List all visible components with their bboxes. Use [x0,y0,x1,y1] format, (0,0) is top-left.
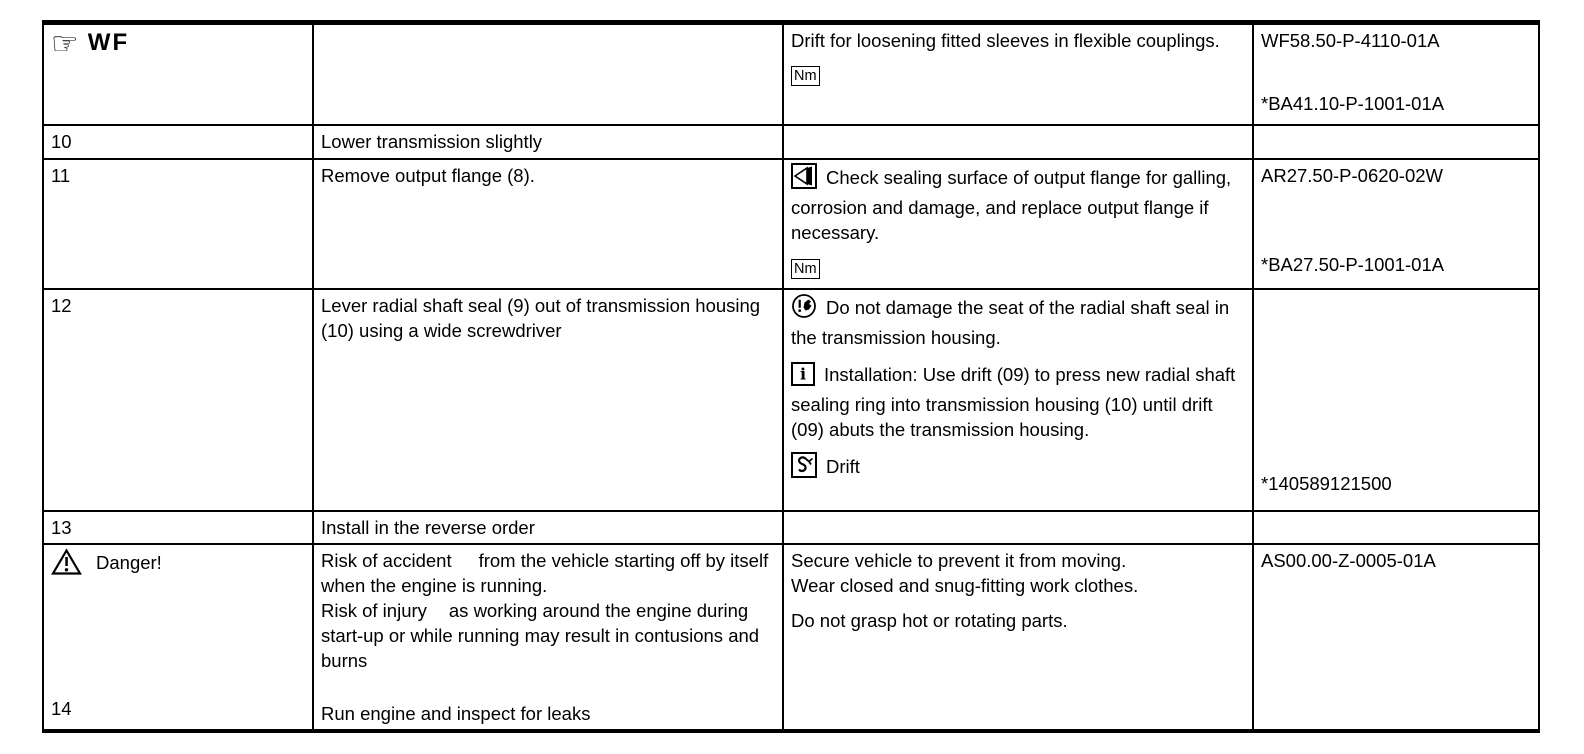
safety-text: Secure vehicle to prevent it from moving. [791,550,1127,571]
cell-wf-empty [314,25,784,126]
risk-text [321,548,775,598]
pointing-hand-icon: ☞ [51,26,79,62]
cell-step13-operation [314,512,784,545]
cell-wf-note [784,25,1254,126]
cell-step13-number [44,512,314,545]
safety-text: Wear closed and snug-fitting work clothes. [791,575,1139,596]
warning-triangle-icon [51,548,82,576]
ref-number: *BA41.10-P-1001-01A [1261,93,1445,114]
safety-text: Do not grasp hot or rotating parts. [791,610,1068,631]
step-number: 13 [51,517,72,538]
cell-step13-notes [784,512,1254,545]
cell-step12-refs [1254,290,1538,512]
risk-accident-label: Risk of accident [321,550,452,571]
operation-text: Lower transmission slightly [321,131,543,152]
step-number: 10 [51,131,72,152]
ref-number: AR27.50-P-0620-02W [1261,165,1444,186]
ref-number: AS00.00-Z-0005-01A [1261,550,1436,571]
risk-injury-label: Risk of injury [321,600,427,621]
wf-title: WF [87,29,130,56]
cell-danger-operation [314,545,784,729]
step-number: 14 [51,698,72,719]
cell-step10-notes [784,126,1254,160]
cell-step12-notes [784,290,1254,512]
installation-label: Installation: [824,364,918,385]
damage-note [791,293,1245,350]
note-text: Drift for loosening fitted sleeves in flexible couplings. [791,30,1220,51]
cell-wf-header [44,25,314,126]
installation-text: Use drift (09) to press new radial shaft sealing ring into transmission housing (10) until drift (09) abuts the transmission housing. [791,364,1236,440]
operation-text: Install in the reverse order [321,517,535,538]
cell-step12-number [44,290,314,512]
note-text: Do not damage the seat of the radial shaft seal in the transmission housing. [791,297,1230,348]
cell-step11-notes [784,160,1254,290]
cell-step13-refs [1254,512,1538,545]
cell-step10-refs [1254,126,1538,160]
cell-step10-operation [314,126,784,160]
cell-step11-operation [314,160,784,290]
damage-warning-icon [791,293,817,325]
tool-text: Drift [826,456,860,477]
step-number: 12 [51,295,72,316]
ref-number: *140589121500 [1261,473,1392,494]
cell-step10-number [44,126,314,160]
operation-text: Lever radial shaft seal (9) out of transmission housing (10) using a wide screwdriver [321,295,761,341]
special-tool-icon [791,452,817,484]
risk-injury-text: as working around the engine during start-up or while running may result in contusions and burns [321,600,760,671]
svg-text:i: i [799,364,807,384]
note-with-icon [791,163,1245,245]
installation-note [791,362,1245,442]
cell-step11-number [44,160,314,290]
visual-check-icon [791,163,817,195]
cell-step11-refs [1254,160,1538,290]
cell-danger-notes [784,545,1254,729]
cell-step12-operation [314,290,784,512]
operation-text: Remove output flange (8). [321,165,535,186]
nm-badge: Nm [791,66,820,86]
cell-danger-refs [1254,545,1538,729]
cell-danger-number [44,545,314,729]
step-number: 11 [51,165,71,186]
danger-label: Danger! [96,551,162,573]
operation-text: Run engine and inspect for leaks [321,703,591,724]
info-icon [791,362,815,392]
ref-number: *BA27.50-P-1001-01A [1261,254,1445,275]
procedure-table [42,20,1540,733]
ref-number: WF58.50-P-4110-01A [1261,30,1440,51]
risk-accident-text: from the vehicle starting off by itself when the engine is running. [321,550,769,596]
cell-wf-refs [1254,25,1538,126]
nm-badge: Nm [791,259,820,279]
risk-text [321,598,775,673]
note-text: Check sealing surface of output flange for galling, corrosion and damage, and replace output flange if necessary. [791,167,1232,243]
tool-note [791,452,1245,484]
